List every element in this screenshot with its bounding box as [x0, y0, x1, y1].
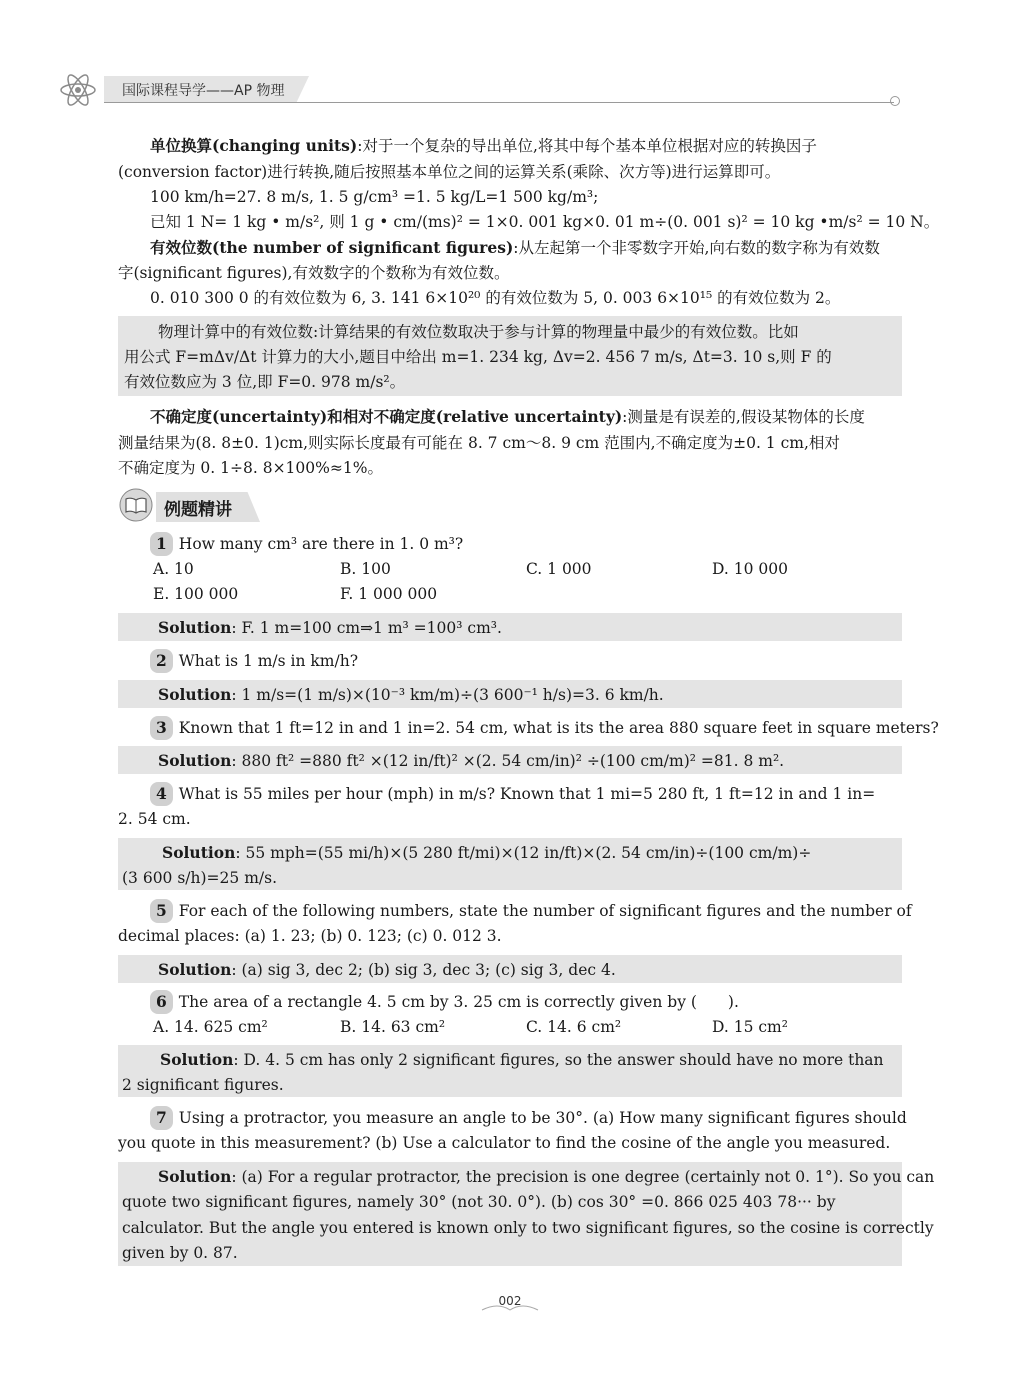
page-ornament-icon [478, 1300, 542, 1314]
question-number: 2 [150, 649, 173, 673]
q3-solution: Solution: 880 ft² =880 ft² ×(12 in/ft)² ×(2. 54 cm/in)² ÷(100 cm/m)² =81. 8 m². [158, 751, 785, 770]
q2-solution: Solution: 1 m/s=(1 m/s)×(10⁻³ km/m)÷(3 600⁻¹ h/s)=3. 6 km/h. [158, 685, 664, 704]
question-4-line2: 2. 54 cm. [118, 810, 191, 828]
question-number: 6 [150, 990, 173, 1014]
sig-paragraph-line2: 字(significant figures),有效数字的个数称为有效位数。 [118, 264, 510, 282]
page-number: 002 [498, 1294, 522, 1308]
note-line3: 有效位数应为 3 位,即 F=0. 978 m/s²。 [124, 373, 406, 391]
q7-solution-line1: Solution: (a) For a regular protractor, the precision is one degree (certainly not 0. 1°). So you can [158, 1167, 935, 1186]
q1-option-d: D. 10 000 [712, 560, 788, 578]
question-number: 4 [150, 782, 173, 806]
q6-solution-line1: Solution: D. 4. 5 cm has only 2 significant figures, so the answer should have no more than [160, 1050, 884, 1069]
q1-solution: Solution: F. 1 m=100 cm⇒1 m³ =100³ cm³. [158, 618, 502, 637]
note-line2: 用公式 F=mΔv/Δt 计算力的大小,题目中给出 m=1. 234 kg, Δv=2. 456 7 m/s, Δt=3. 10 s,则 F 的 [124, 348, 832, 366]
units-paragraph-line1: 单位换算(changing units):对于一个复杂的导出单位,将其中每个基本单位根据对应的转换因子 [150, 136, 817, 155]
q7-solution-line3: calculator. But the angle you entered is known only to two significant figures, so the cosine is correctly [122, 1219, 934, 1237]
q1-option-c: C. 1 000 [526, 560, 592, 578]
question-5-line2: decimal places: (a) 1. 23; (b) 0. 123; (c) 0. 012 3. [118, 927, 502, 945]
q5-solution: Solution: (a) sig 3, dec 2; (b) sig 3, dec 3; (c) sig 3, dec 4. [158, 960, 616, 979]
q6-option-b: B. 14. 63 cm² [340, 1018, 446, 1036]
question-1: 1 How many cm³ are there in 1. 0 m³? [150, 532, 936, 556]
uncertainty-line1: 不确定度(uncertainty)和相对不确定度(relative uncertainty):测量是有误差的,假设某物体的长度 [150, 407, 865, 426]
units-example-1: 100 km/h=27. 8 m/s, 1. 5 g/cm³ =1. 5 kg/L=1 500 kg/m³; [150, 188, 599, 206]
book-title: 国际课程导学——AP 物理 [122, 83, 285, 99]
q1-option-a: A. 10 [153, 560, 194, 578]
q7-solution-line2: quote two significant figures, namely 30° (not 30. 0°). (b) cos 30° =0. 866 025 403 78··· by [122, 1193, 836, 1211]
atom-logo-icon [58, 70, 98, 110]
question-4: 4 What is 55 miles per hour (mph) in m/s? Known that 1 mi=5 280 ft, 1 ft=12 in and 1 in= [150, 782, 936, 806]
q7-solution-line4: given by 0. 87. [122, 1244, 238, 1262]
q6-solution-line2: 2 significant figures. [122, 1076, 284, 1094]
question-7: 7 Using a protractor, you measure an angle to be 30°. (a) How many significant figures should [150, 1106, 936, 1130]
units-example-2: 已知 1 N= 1 kg • m/s², 则 1 g • cm/(ms)² = 1×0. 001 kg×0. 01 m÷(0. 001 s)² = 10 kg •m/s² = 10 N。 [150, 213, 940, 231]
q4-solution-line2: (3 600 s/h)=25 m/s. [122, 869, 277, 887]
sig-term: 有效位数(the number of significant figures) [150, 238, 514, 257]
q1-option-e: E. 100 000 [153, 585, 239, 603]
book-icon [118, 487, 154, 523]
note-line1: 物理计算中的有效位数:计算结果的有效位数取决于参与计算的物理量中最少的有效位数。比如 [158, 323, 799, 341]
q1-option-b: B. 100 [340, 560, 391, 578]
section-title: 例题精讲 [164, 500, 232, 520]
question-7-line2: you quote in this measurement? (b) Use a calculator to find the cosine of the angle you measured. [118, 1134, 891, 1152]
header-divider [104, 102, 894, 103]
question-number: 3 [150, 716, 173, 740]
question-3: 3 Known that 1 ft=12 in and 1 in=2. 54 cm, what is its the area 880 square feet in square meters? [150, 716, 936, 740]
units-paragraph-line2: (conversion factor)进行转换,随后按照基本单位之间的运算关系(乘除、次方等)进行运算即可。 [118, 163, 781, 181]
q6-option-c: C. 14. 6 cm² [526, 1018, 622, 1036]
header-dot-icon [890, 96, 900, 106]
q6-option-d: D. 15 cm² [712, 1018, 788, 1036]
q1-option-f: F. 1 000 000 [340, 585, 438, 603]
sig-paragraph-line1: 有效位数(the number of significant figures):从左起第一个非零数字开始,向右数的数字称为有效数 [150, 238, 880, 257]
question-5: 5 For each of the following numbers, state the number of significant figures and the number of [150, 899, 936, 923]
question-6: 6 The area of a rectangle 4. 5 cm by 3. 25 cm is correctly given by ( ). [150, 990, 936, 1014]
q4-solution-line1: Solution: 55 mph=(55 mi/h)×(5 280 ft/mi)×(12 in/ft)×(2. 54 cm/in)÷(100 cm/m)÷ [162, 843, 812, 862]
uncertainty-line3: 不确定度为 0. 1÷8. 8×100%≈1%。 [118, 459, 383, 477]
question-number: 5 [150, 899, 173, 923]
question-number: 7 [150, 1106, 173, 1130]
q6-option-a: A. 14. 625 cm² [153, 1018, 268, 1036]
units-term: 单位换算(changing units) [150, 136, 358, 155]
uncertainty-line2: 测量结果为(8. 8±0. 1)cm,则实际长度最有可能在 8. 7 cm～8. 9 cm 范围内,不确定度为±0. 1 cm,相对 [118, 434, 840, 452]
question-number: 1 [150, 532, 173, 556]
uncertainty-term: 不确定度(uncertainty)和相对不确定度(relative uncertainty) [150, 407, 623, 426]
question-2: 2 What is 1 m/s in km/h? [150, 649, 936, 673]
sig-example: 0. 010 300 0 的有效位数为 6, 3. 141 6×10²⁰ 的有效位数为 5, 0. 003 6×10¹⁵ 的有效位数为 2。 [150, 289, 841, 307]
